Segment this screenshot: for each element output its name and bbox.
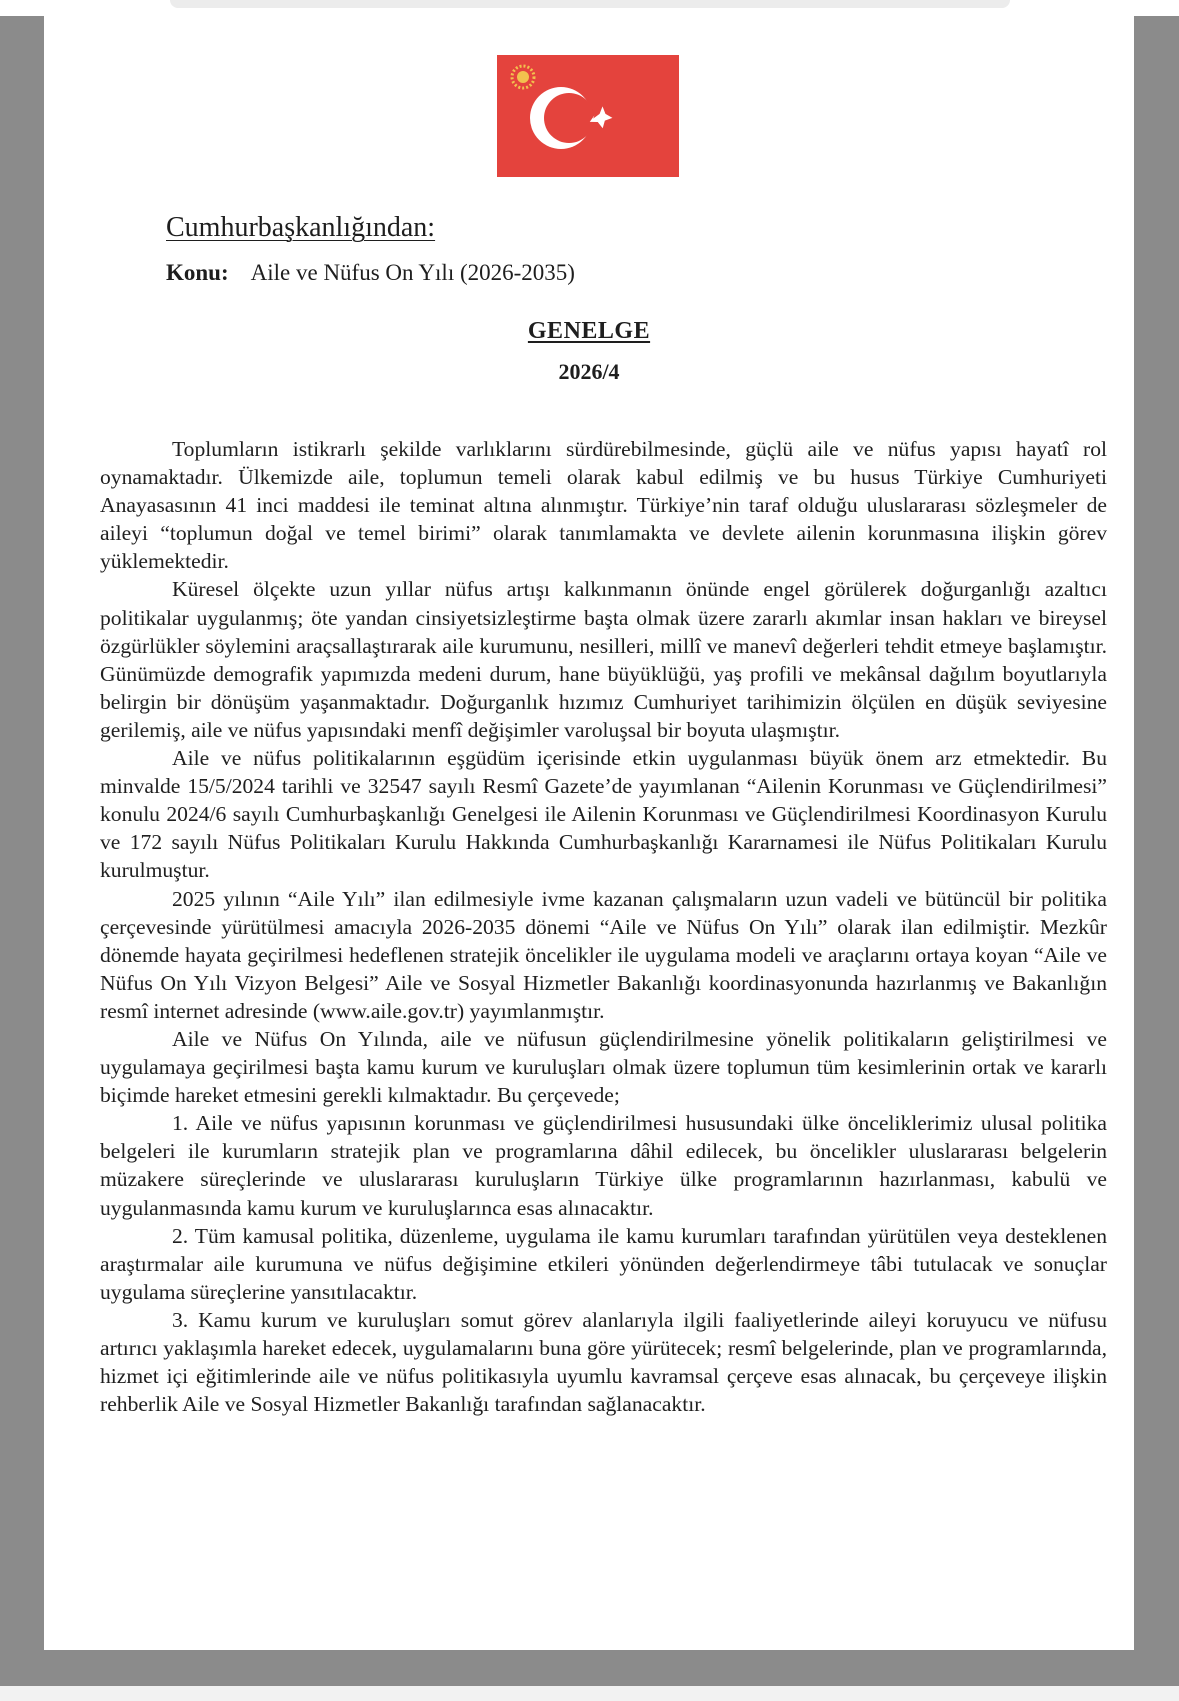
list-item-1: 1. Aile ve nüfus yapısının korunması ve güçlendirilmesi hususundaki ülke önceliklerimiz ulusal politika belgeleri ile kurumların stratejik plan ve programlarına dâhil edilecek, bu öncelikler uluslararası belgelerin müzakere süreçlerinde ve uluslararası kuruluşların Türkiye ülke programlarının hazırlanması, kabulü ve uygulanmasında kamu kurum ve kuruluşlarınca esas alınacaktır. <box>100 1111 1107 1220</box>
top-bar <box>0 0 1179 16</box>
circular-number: 2026/4 <box>558 359 620 384</box>
document-page <box>44 16 1134 1650</box>
list-item-2: 2. Tüm kamusal politika, düzenleme, uygulama ile kamu kurumları tarafından yürütülen veya desteklenen araştırmalar aile kurumuna ve nüfus değişimine etkileri yönünden değerlendirmeye tâbi tutulacak ve sonuçlar uygulama süreçlerine yansıtılacaktır. <box>100 1223 1107 1304</box>
paragraph-4: 2025 yılının “Aile Yılı” ilan edilmesiyle ivme kazanan çalışmaların uzun vadeli ve bütüncül bir politika çerçevesinde yürütülmesi amacıyla 2026-2035 dönemi “Aile ve Nüfus On Yılı” olarak ilan edilmiştir. Mezkûr dönemde hayata geçirilmesi hedeflenen stratejik öncelikler ile uygulama modeli ve araçlarını ortaya koyan “Aile ve Nüfus On Yılı Vizyon Belgesi” Aile ve Sosyal Hizmetler Bakanlığı koordinasyonunda hazırlanmış ve Bakanlığın resmî internet adresinde (www.aile.gov.tr) yayımlanmıştır. <box>100 886 1107 1023</box>
paragraph-2: Küresel ölçekte uzun yıllar nüfus artışı kalkınmanın önünde engel görülerek doğurganlığı azaltıcı politikalar uygulanmış; öte yandan cinsiyetsizleştirme başta olmak üzere zararlı akımlar insan hakları ve bireysel özgürlükler söylemini araçsallaştırarak aile kurumunu, nesilleri, millî ve manevî değerleri tehdit etmeye başlamıştır. Günümüzde demografik yapımızda medeni durum, hane büyüklüğü, yaş profili ve mekânsal dağılım boyutlarıyla belirgin bir dönüşüm yaşanmaktadır. Doğurganlık hızımız Cumhuriyet tarihimizin ölçülen en düşük seviyesine gerilemiş, aile ve nüfus yapısındaki menfî değişimler varoluşsal bir boyuta ulaşmıştır. <box>100 577 1107 742</box>
circular-title <box>44 318 1134 385</box>
document-body <box>100 435 1107 1418</box>
paragraph-1: Toplumların istikrarlı şekilde varlıklarını sürdürebilmesinde, güçlü aile ve nüfus yapısı hayatî rol oynamaktadır. Ülkemizde aile, toplumun temeli olarak kabul edilmiş ve bu husus Türkiye Cumhuriyeti Anayasasının 41 inci maddesi ile teminat altına alınmıştır. Türkiye’nin taraf olduğu uluslararası sözleşmeler de aileyi “toplumun doğal ve temel birimi” olarak tanımlamakta ve devlete ailenin korunmasına ilişkin görev yüklemektedir. <box>100 437 1107 574</box>
subject-label: Konu: <box>166 260 229 285</box>
presidential-flag-icon <box>497 55 679 177</box>
document-title: GENELGE <box>527 318 651 344</box>
paragraph-3: Aile ve nüfus politikalarının eşgüdüm içerisinde etkin uygulanması büyük önem arz etmektedir. Bu minvalde 15/5/2024 tarihli ve 32547 sayılı Resmî Gazete’de yayımlanan “Ailenin Korunması ve Güçlendirilmesi” konulu 2024/6 sayılı Cumhurbaşkanlığı Genelgesi ile Ailenin Korunması ve Güçlendirilmesi Koordinasyon Kurulu ve 172 sayılı Nüfus Politikaları Kurulu Hakkında Cumhurbaşkanlığı Kararnamesi ile Nüfus Politikaları Kurulu kurulmuştur. <box>100 746 1107 883</box>
subject-value: Aile ve Nüfus On Yılı (2026-2035) <box>250 260 575 285</box>
top-bar-edge <box>170 0 1010 8</box>
list-item-3: 3. Kamu kurum ve kuruluşları somut görev alanlarıyla ilgili faaliyetlerinde aileyi koruyucu ve nüfusu artırıcı yaklaşımla hareket edecek, uygulamalarını buna göre yürütecek; resmî belgelerinde, plan ve programlarında, hizmet içi eğitimlerinde aile ve nüfus politikasıyla uyumlu kavramsal çerçeve esas alınacak, bu çerçeveye ilişkin rehberlik Aile ve Sosyal Hizmetler Bakanlığı tarafından sağlanacaktır. <box>100 1307 1107 1417</box>
issuer-heading: Cumhurbaşkanlığından: <box>166 212 436 243</box>
subject-line <box>166 260 575 286</box>
paragraph-5: Aile ve Nüfus On Yılında, aile ve nüfusun güçlendirilmesine yönelik politikaların geliştirilmesi ve uygulamaya geçirilmesi başta kamu kurum ve kuruluşları olmak üzere toplumun tüm kesimlerinin ortak ve kararlı biçimde hareket etmesini gerekli kılmaktadır. Bu çerçevede; <box>100 1026 1107 1108</box>
bottom-bar <box>0 1686 1179 1701</box>
